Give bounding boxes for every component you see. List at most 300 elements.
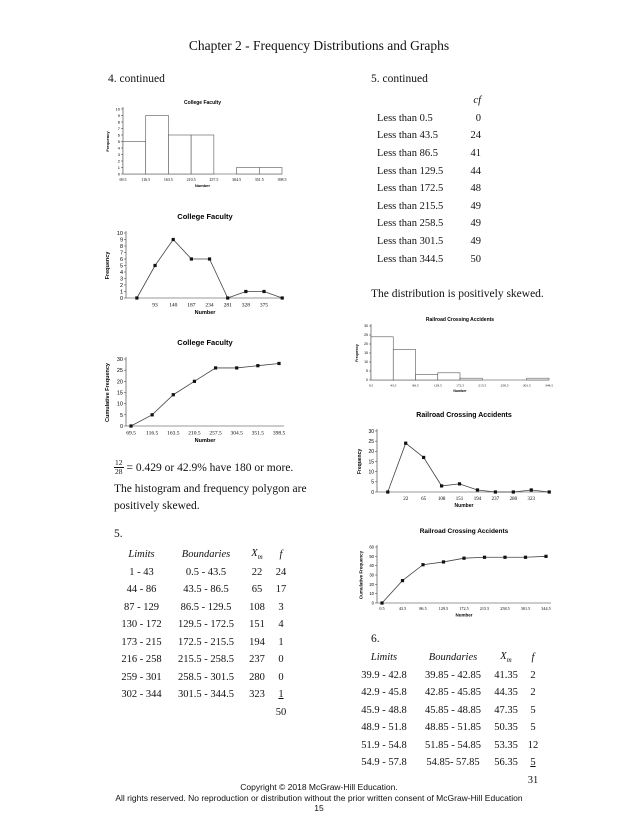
x-tick-label: 43.5	[398, 606, 407, 612]
histogram-college-faculty	[96, 95, 296, 190]
limits-cell: 54.9 - 57.8	[361, 757, 407, 769]
f-cell: 5	[530, 757, 536, 769]
y-tick-label: 50	[369, 553, 374, 559]
cf-row	[377, 145, 481, 163]
boundaries-cell: 54.85- 57.85	[426, 757, 480, 769]
x-tick-label: 43.5	[390, 383, 397, 388]
x-axis-label: Number	[453, 389, 467, 393]
y-tick-label: 10	[116, 401, 123, 408]
data-point	[386, 490, 389, 493]
histogram-bar	[191, 135, 214, 174]
x-tick-label: 172.5	[459, 606, 469, 612]
y-axis-label: Cumulative Frequency	[105, 363, 111, 422]
x-axis-label: Number	[194, 438, 216, 444]
problem-5-label: 5.	[114, 528, 123, 540]
xm-cell: 44.35	[494, 687, 518, 699]
data-point	[153, 264, 156, 267]
y-tick-label: 4	[117, 145, 120, 151]
cf-row	[377, 110, 481, 128]
series-line	[382, 556, 546, 603]
skew-text-left: The histogram and frequency polygon are positively skewed.	[114, 483, 307, 512]
data-point	[548, 490, 551, 493]
x-tick-label: 281	[223, 302, 232, 309]
footer-copyright: Copyright © 2018 McGraw-Hill Education.	[240, 782, 398, 792]
cf-value-cell: 49	[470, 236, 481, 248]
table-row	[114, 634, 291, 652]
y-axis-label: Cumulative Frequency	[358, 550, 364, 600]
f-cell: 0	[278, 654, 284, 666]
x-tick-label: 86.5	[412, 383, 419, 388]
x-tick-label: 301.5	[520, 606, 531, 612]
data-point	[281, 296, 284, 299]
limits-cell: 259 - 301	[121, 671, 162, 683]
table-row	[352, 737, 544, 755]
left-heading: 4. continued	[108, 73, 165, 85]
y-tick-label: 40	[369, 563, 374, 569]
cf-label-cell: Less than 43.5	[377, 130, 438, 142]
xm-cell: 237	[249, 654, 265, 666]
series-line	[137, 240, 282, 299]
y-tick-label: 9	[119, 237, 123, 244]
table-row	[114, 599, 291, 617]
limits-cell: 48.9 - 51.8	[361, 722, 407, 734]
limits-cell: 1 - 43	[129, 566, 154, 578]
boundaries-cell: 39.85 - 42.85	[425, 669, 481, 681]
data-point	[462, 557, 465, 560]
data-point	[503, 556, 506, 559]
y-tick-label: 7	[119, 250, 123, 257]
x-tick-label: 187	[187, 302, 196, 309]
table-row	[114, 686, 291, 704]
y-tick-label: 5	[371, 479, 374, 486]
xm-cell: 323	[249, 689, 265, 701]
cf-value-cell: 41	[470, 148, 481, 160]
data-point	[483, 556, 486, 559]
cf-label-cell: Less than 301.5	[377, 236, 444, 248]
x-tick-label: 210.5	[188, 430, 201, 437]
xm-cell: 22	[251, 566, 263, 578]
cf-label-cell: Less than 172.5	[377, 183, 444, 195]
xm-cell: 56.35	[494, 757, 518, 769]
histogram-bar	[146, 116, 169, 175]
y-tick-label: 0	[117, 171, 120, 177]
y-tick-label: 0	[371, 600, 374, 606]
boundaries-cell: 215.5 - 258.5	[178, 654, 234, 666]
table-row	[114, 616, 291, 634]
table-total-row	[114, 704, 291, 722]
fraction-line	[114, 459, 293, 476]
chart-title: Railroad Crossing Accidents	[416, 412, 512, 419]
y-axis-label: Frequency	[355, 344, 359, 362]
boundaries-cell: 48.85 - 51.85	[425, 722, 481, 734]
fraction-denominator: 28	[115, 467, 123, 476]
ogive-railroad-accidents	[352, 519, 562, 624]
f-cell: 24	[275, 566, 287, 578]
data-point	[404, 442, 407, 445]
cf-value-cell: 49	[470, 200, 481, 212]
x-tick-label: 163.5	[163, 177, 173, 182]
col-xm-header: $X_m$	[500, 651, 512, 665]
y-tick-label: 30	[364, 324, 368, 329]
cf-label-cell: Less than 86.5	[377, 148, 438, 160]
y-tick-label: 2	[119, 282, 123, 289]
boundaries-cell: 0.5 - 43.5	[185, 566, 227, 578]
x-tick-label: 280	[509, 497, 518, 502]
x-tick-label: 234	[205, 302, 214, 309]
y-tick-label: 25	[368, 438, 374, 445]
table-row	[114, 564, 291, 582]
xm-cell: 50.35	[494, 722, 518, 734]
y-tick-label: 1	[119, 289, 123, 296]
table-row	[352, 667, 544, 685]
y-tick-label: 6	[117, 132, 120, 138]
y-tick-label: 30	[368, 428, 374, 435]
x-tick-label: 108	[437, 497, 446, 502]
xm-cell: 53.35	[494, 739, 518, 751]
data-point	[135, 296, 138, 299]
y-tick-label: 20	[116, 379, 123, 386]
x-tick-label: 258.5	[500, 606, 510, 612]
data-point	[208, 257, 211, 260]
series-line	[131, 363, 279, 426]
data-point	[524, 556, 527, 559]
cf-value-cell: 50	[470, 253, 481, 265]
x-axis-label: Number	[194, 183, 211, 188]
histogram-bar	[259, 168, 282, 175]
f-cell: 1	[278, 636, 284, 648]
histogram-bar	[237, 168, 260, 175]
table-row	[114, 651, 291, 669]
xm-cell: 194	[249, 636, 265, 648]
histogram-bar	[438, 373, 460, 380]
y-tick-label: 1	[117, 164, 120, 170]
data-point	[244, 290, 247, 293]
x-tick-label: 93	[152, 302, 158, 309]
y-tick-label: 25	[116, 368, 123, 375]
limits-cell: 45.9 - 48.8	[361, 704, 407, 716]
data-point	[380, 601, 383, 604]
limits-cell: 302 - 344	[121, 689, 162, 701]
table-row	[352, 754, 544, 772]
x-tick-label: 351.5	[254, 177, 264, 182]
data-point	[190, 257, 193, 260]
y-tick-label: 5	[366, 369, 368, 374]
limits-cell: 87 - 129	[124, 601, 159, 613]
chart-title: Railroad Crossing Accidents	[419, 528, 509, 535]
xm-cell: 65	[251, 584, 263, 596]
data-point	[262, 290, 265, 293]
x-tick-label: 304.5	[230, 430, 243, 437]
chart-title: College Faculty	[177, 212, 233, 221]
limits-cell: 42.9 - 45.8	[361, 687, 407, 699]
boundaries-cell: 301.5 - 344.5	[178, 689, 234, 701]
histogram-bar	[168, 135, 191, 174]
x-tick-label: 129.5	[433, 383, 442, 388]
y-tick-label: 20	[368, 449, 374, 456]
x-tick-label: 375	[259, 302, 269, 309]
limits-cell: 130 - 172	[121, 619, 162, 631]
x-tick-label: 301.5	[522, 383, 531, 388]
total-cell: 50	[275, 706, 287, 718]
data-point	[277, 362, 280, 365]
table-header-row	[352, 649, 544, 667]
x-tick-label: 351.5	[251, 430, 265, 437]
histogram-bar	[371, 337, 393, 380]
x-tick-label: 172.5	[456, 383, 464, 388]
boundaries-cell: 42.85 - 45.85	[425, 687, 481, 699]
fraction-text: = 0.429 or 42.9% have 180 or more.	[126, 461, 294, 474]
f-cell: 17	[275, 584, 287, 596]
f-cell: 3	[278, 601, 284, 613]
x-tick-label: 22	[403, 497, 409, 502]
xm-cell: 151	[249, 619, 265, 631]
col-f-header: f	[531, 652, 535, 664]
data-point	[544, 555, 547, 558]
x-tick-label: 257.5	[209, 430, 222, 437]
y-tick-label: 8	[119, 243, 123, 250]
boundaries-cell: 45.85 - 48.85	[425, 704, 481, 716]
problem-6-label: 6.	[371, 633, 380, 645]
data-point	[442, 560, 445, 563]
page-title: Chapter 2 - Frequency Distributions and Graphs	[188, 38, 450, 53]
frequency-polygon-railroad-accidents	[352, 400, 562, 518]
y-tick-label: 10	[369, 591, 374, 597]
x-axis-label: Number	[455, 612, 473, 618]
boundaries-cell: 172.5 - 215.5	[178, 636, 234, 648]
cf-value-cell: 44	[470, 165, 481, 177]
cf-row	[377, 233, 481, 251]
x-tick-label: 69.5	[126, 430, 136, 437]
cf-row	[377, 215, 481, 233]
data-point	[214, 366, 217, 369]
y-tick-label: 4	[119, 269, 123, 276]
x-tick-label: 215.5	[479, 606, 490, 612]
cf-value-cell: 49	[470, 218, 481, 230]
histogram-railroad-accidents	[352, 308, 562, 393]
x-tick-label: 129.5	[438, 606, 449, 612]
cumulative-frequency-table	[377, 92, 481, 268]
total-cell: 31	[527, 774, 539, 786]
y-tick-label: 10	[115, 106, 120, 112]
data-point	[422, 456, 425, 459]
limits-cell: 44 - 86	[126, 584, 157, 596]
chart-title: College Faculty	[184, 100, 221, 106]
f-cell: 2	[530, 687, 536, 699]
page-number: 15	[314, 803, 324, 813]
x-axis-label: Number	[194, 310, 216, 316]
x-tick-label: 0.5	[368, 383, 374, 388]
y-tick-label: 20	[364, 342, 368, 347]
x-tick-label: 237	[491, 497, 500, 502]
cf-label-cell: Less than 344.5	[377, 253, 444, 265]
limits-cell: 173 - 215	[121, 636, 162, 648]
data-point	[226, 296, 229, 299]
y-tick-label: 3	[117, 151, 120, 157]
y-tick-label: 30	[369, 572, 374, 578]
y-tick-label: 0	[119, 423, 123, 430]
data-point	[476, 488, 479, 491]
footer	[0, 782, 638, 814]
data-point	[256, 364, 259, 367]
xm-cell: 108	[249, 601, 265, 613]
x-tick-label: 257.5	[209, 177, 219, 182]
y-tick-label: 3	[119, 276, 123, 283]
x-tick-label: 0.5	[379, 606, 385, 612]
data-point	[172, 238, 175, 241]
y-tick-label: 0	[371, 489, 374, 496]
y-tick-label: 2	[117, 158, 120, 164]
x-tick-label: 344.5	[545, 383, 553, 388]
y-axis-label: Frequency	[105, 131, 110, 152]
y-tick-label: 8	[117, 119, 120, 125]
y-tick-label: 10	[364, 360, 368, 365]
cf-row	[377, 180, 481, 198]
table-row	[114, 669, 291, 687]
f-cell: 1	[278, 689, 284, 701]
x-tick-label: 116.5	[146, 430, 159, 437]
x-tick-label: 398.5	[277, 177, 287, 182]
table-row	[114, 581, 291, 599]
y-tick-label: 15	[116, 390, 123, 397]
y-tick-label: 10	[368, 469, 374, 476]
table-header-row	[114, 546, 291, 564]
col-xm-header: $X_m$	[251, 548, 263, 562]
col-f-header: f	[279, 549, 283, 561]
x-tick-label: 398.5	[272, 430, 286, 437]
fraction	[114, 459, 124, 476]
y-tick-label: 7	[117, 125, 120, 131]
skew-text-right: The distribution is positively skewed.	[371, 288, 544, 300]
table-problem-5	[114, 546, 291, 721]
y-tick-label: 25	[364, 333, 368, 338]
f-cell: 5	[530, 722, 536, 734]
limits-cell: 39.9 - 42.8	[361, 669, 407, 681]
histogram-bar	[393, 349, 415, 380]
y-axis-label: Frequency	[105, 251, 111, 280]
x-tick-label: 65	[421, 497, 427, 502]
table-row	[352, 684, 544, 702]
right-heading: 5. continued	[371, 73, 428, 85]
col-limits-header: Limits	[370, 652, 398, 664]
x-tick-label: 86.5	[419, 606, 427, 612]
xm-cell: 41.35	[494, 669, 518, 681]
footer-rights: All rights reserved. No reproduction or distribution without the prior written consent of McGraw-Hill Education	[115, 792, 523, 803]
cf-value-cell: 0	[475, 112, 481, 124]
y-tick-label: 5	[119, 412, 123, 419]
data-point	[512, 490, 515, 493]
histogram-bar	[416, 375, 438, 380]
y-tick-label: 0	[119, 295, 123, 302]
data-point	[172, 393, 175, 396]
cf-label-cell: Less than 215.5	[377, 200, 444, 212]
x-tick-label: 304.5	[232, 177, 242, 182]
series-line	[388, 443, 549, 492]
cf-label-cell: Less than 0.5	[377, 112, 433, 124]
ogive-college-faculty	[96, 327, 296, 452]
data-point	[421, 563, 424, 566]
y-tick-label: 15	[368, 459, 374, 466]
cf-header-row	[377, 92, 481, 110]
boundaries-cell: 43.5 - 86.5	[183, 584, 229, 596]
f-cell: 12	[527, 739, 539, 751]
boundaries-cell: 129.5 - 172.5	[178, 619, 234, 631]
col-boundaries-header: Boundaries	[428, 652, 478, 664]
col-limits-header: Limits	[128, 549, 155, 561]
cf-value-cell: 24	[470, 130, 481, 142]
x-tick-label: 210.5	[186, 177, 196, 182]
y-tick-label: 15	[364, 351, 368, 356]
boundaries-cell: 51.85 - 54.85	[425, 739, 481, 751]
y-tick-label: 6	[119, 256, 123, 263]
x-tick-label: 215.5	[478, 383, 487, 388]
x-tick-label: 258.5	[500, 383, 509, 388]
cf-row	[377, 198, 481, 216]
data-point	[494, 490, 497, 493]
cf-row	[377, 250, 481, 268]
xm-cell: 47.35	[494, 704, 518, 716]
y-axis-label: Frequency	[357, 448, 363, 475]
cf-label-cell: Less than 129.5	[377, 165, 444, 177]
y-tick-label: 5	[119, 263, 123, 270]
cf-row	[377, 127, 481, 145]
data-point	[193, 380, 196, 383]
histogram-bar	[123, 142, 146, 175]
col-boundaries-header: Boundaries	[181, 549, 231, 561]
f-cell: 4	[278, 619, 284, 631]
cf-row	[377, 162, 481, 180]
cf-header: cf	[473, 95, 481, 107]
y-tick-label: 20	[369, 581, 374, 587]
y-tick-label: 60	[369, 544, 374, 550]
chart-title: Railroad Crossing Accidents	[425, 317, 495, 323]
boundaries-cell: 86.5 - 129.5	[180, 601, 232, 613]
frequency-polygon-college-faculty	[96, 197, 296, 322]
data-point	[235, 366, 238, 369]
y-tick-label: 30	[116, 356, 123, 363]
x-tick-label: 194	[473, 497, 482, 502]
y-tick-label: 0	[366, 378, 368, 383]
limits-cell: 216 - 258	[121, 654, 162, 666]
x-tick-label: 163.5	[167, 430, 180, 437]
histogram-bar	[527, 378, 549, 380]
boundaries-cell: 258.5 - 301.5	[178, 671, 234, 683]
table-problem-6	[352, 649, 544, 789]
x-tick-label: 116.5	[141, 177, 151, 182]
table-row	[352, 719, 544, 737]
data-point	[440, 484, 443, 487]
f-cell: 0	[278, 671, 284, 683]
xm-cell: 280	[249, 671, 265, 683]
cf-label-cell: Less than 258.5	[377, 218, 444, 230]
data-point	[129, 424, 132, 427]
x-axis-label: Number	[454, 503, 474, 509]
x-tick-label: 323	[527, 497, 536, 502]
cf-value-cell: 48	[470, 183, 481, 195]
x-tick-label: 328	[241, 302, 250, 309]
limits-cell: 51.9 - 54.8	[361, 739, 407, 751]
table-row	[352, 702, 544, 720]
data-point	[530, 488, 533, 491]
histogram-bar	[460, 378, 482, 380]
y-tick-label: 10	[116, 230, 123, 237]
data-point	[458, 482, 461, 485]
y-tick-label: 9	[117, 112, 120, 118]
f-cell: 2	[530, 669, 536, 681]
data-point	[401, 579, 404, 582]
chart-title: College Faculty	[177, 338, 233, 347]
y-tick-label: 5	[117, 138, 120, 144]
x-tick-label: 151	[455, 497, 464, 502]
